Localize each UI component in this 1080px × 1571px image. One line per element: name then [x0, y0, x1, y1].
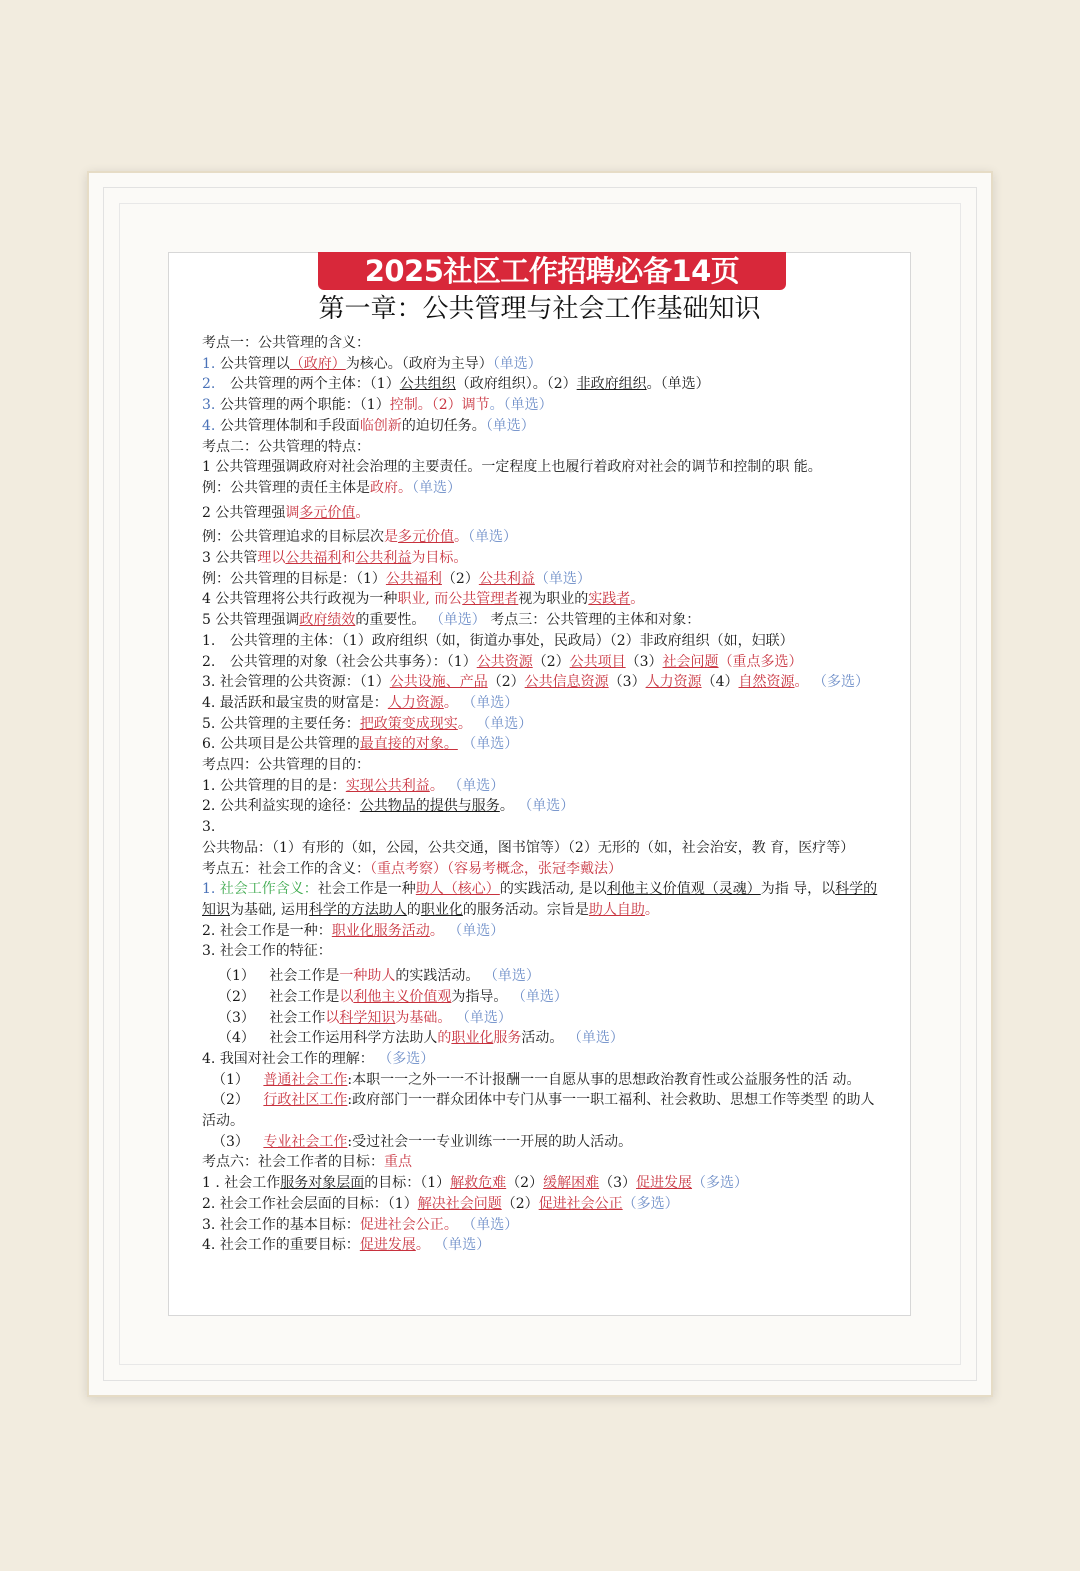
list-item: （4） 社会工作运用科学方法助人的职业化服务活动。 （单选）	[218, 1030, 624, 1047]
list-item: 3. 社会工作的基本目标：促进社会公正。 （单选）	[202, 1216, 519, 1233]
list-item: 2. 公共管理的两个主体：（1）公共组织（政府组织）。（2）非政府组织。（单选）	[202, 376, 710, 393]
list-item: 4. 社会工作的重要目标：促进发展。 （单选）	[202, 1237, 491, 1254]
list-item: 1. 公共管理的主体：（1）政府组织（如，街道办事处，民政局）（2）非政府组织（如，妇联）	[202, 632, 794, 649]
list-item: 2. 公共管理的对象（社会公共事务）：（1）公共资源（2）公共项目（3）社会问题（重点多选）	[202, 653, 803, 670]
section-heading: 考点六：社会工作者的目标：重点	[202, 1154, 412, 1171]
list-item: 3. 社会工作的特征：	[202, 943, 332, 960]
list-item: 1. 社会工作含义：社会工作是一种助人（核心）的实践活动, 是以利他主义价值观（灵魂）为指 导，以科学的知识为基础, 运用科学的方法助人的职业化的服务活动。宗旨是助人自助。	[202, 881, 878, 918]
list-item: 4. 最活跃和最宝贵的财富是：人力资源。 （单选）	[202, 694, 519, 711]
list-item: 2 公共管理强调多元价值。	[202, 504, 370, 521]
list-item: 4. 我国对社会工作的理解： （多选）	[202, 1050, 435, 1067]
list-item: （3） 专业社会工作:受过社会一一专业训练一一开展的助人活动。	[212, 1133, 633, 1150]
list-item: （3） 社会工作以科学知识为基础。 （单选）	[218, 1009, 512, 1026]
section-heading: 考点五：社会工作的含义：（重点考察）（容易考概念，张冠李戴法）	[202, 860, 622, 877]
section-heading: 考点一：公共管理的含义：	[202, 335, 370, 351]
list-item: 1. 公共管理的目的是：实现公共利益。 （单选）	[202, 777, 505, 794]
list-item: （2） 社会工作是以利他主义价值观为指导。 （单选）	[218, 988, 568, 1005]
list-item: 4. 公共管理体制和手段面临创新的迫切任务。（单选）	[202, 417, 535, 434]
list-item: （2） 行政社区工作:政府部门一一群众团体中专门从事一一职工福利、社会救助、思想工作等类型 的助人活动。	[202, 1092, 875, 1130]
list-item: 5. 公共管理的主要任务：把政策变成现实。 （单选）	[202, 715, 533, 732]
example-line: 例：公共管理追求的目标层次是多元价值。（单选）	[202, 529, 517, 546]
list-item: （1） 社会工作是一种助人的实践活动。 （单选）	[218, 968, 540, 985]
list-item: （1） 普通社会工作:本职一一之外一一不计报酬一一自愿从事的思想政治教育性或公益服务性的活 动。	[212, 1071, 861, 1088]
list-item: 3. 公共物品：（1）有形的（如，公园，公共交通，图书馆等）（2）无形的（如，社会治安，教 育，医疗等）	[202, 819, 855, 856]
section-heading: 考点二：公共管理的特点：	[202, 438, 370, 455]
list-item: 1 公共管理强调政府对社会治理的主要责任。一定程度上也履行着政府对社会的调节和控制的职 能。	[202, 459, 822, 476]
example-line: 例：公共管理的责任主体是政府。（单选）	[202, 479, 461, 496]
title-banner: 2025社区工作招聘必备14页	[318, 252, 786, 290]
list-item: 2. 公共利益实现的途径：公共物品的提供与服务。 （单选）	[202, 798, 575, 815]
section-heading: 考点四：公共管理的目的：	[202, 757, 370, 774]
list-item: 3 公共管理以公共福利和公共利益为目标。	[202, 550, 468, 567]
list-item: 1 . 社会工作服务对象层面的目标：（1）解救危难（2）缓解困难（3）促进发展（多选）	[202, 1175, 749, 1192]
list-item: 6. 公共项目是公共管理的最直接的对象。 （单选）	[202, 736, 519, 753]
list-item: 3. 社会管理的公共资源：（1）公共设施、产品（2）公共信息资源（3）人力资源（4）自然资源。 （多选）	[202, 674, 869, 691]
list-item: 2. 社会工作是一种：职业化服务活动。 （单选）	[202, 922, 505, 939]
document-body	[202, 333, 880, 1256]
list-item: 1. 公共管理以（政府）为核心。（政府为主导）（单选）	[202, 355, 542, 372]
list-item: 5 公共管理强调政府绩效的重要性。 （单选） 考点三：公共管理的主体和对象：	[202, 612, 701, 629]
chapter-title: 第一章：公共管理与社会工作基础知识	[318, 294, 761, 324]
list-item: 4 公共管理将公共行政视为一种职业, 而公共管理者视为职业的实践者。	[202, 591, 645, 608]
list-item: 3. 公共管理的两个职能：（1）控制。（2）调节。（单选）	[202, 397, 553, 414]
list-item: 2. 社会工作社会层面的目标：（1）解决社会问题（2）促进社会公正（多选）	[202, 1195, 679, 1212]
example-line: 例：公共管理的目标是：（1）公共福利（2）公共利益（单选）	[202, 570, 591, 587]
